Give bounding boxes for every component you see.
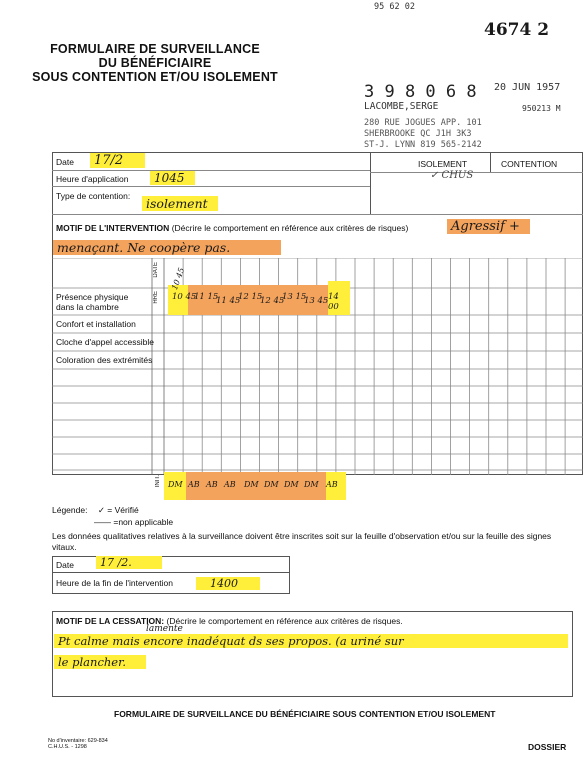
init-mark-3: AB	[224, 480, 236, 489]
grid-date-header: DATE	[153, 262, 159, 278]
motif-intervention-hand-a: Agressif +	[447, 219, 530, 234]
inventory	[48, 738, 108, 750]
time-entry-3: 11 45	[216, 296, 241, 306]
inventory-line-2: C.H.U.S. - 1298	[48, 744, 87, 750]
init-mark-2: AB	[206, 480, 218, 489]
cessation-insert: lamente	[146, 624, 183, 634]
cessation-hand-b: le plancher.	[54, 655, 146, 669]
init-mark-5: DM	[264, 480, 279, 489]
end-time-value: 1400	[196, 577, 260, 590]
legend-verified: ✓ = Vérifié	[97, 505, 139, 515]
patient-address-2: SHERBROOKE QC J1H 3K3	[364, 129, 472, 139]
patient-card	[358, 76, 580, 156]
form-title	[30, 42, 280, 84]
qualitative-note: Les données qualitatives relatives à la surveillance doivent être inscrites soit sur la feuille d'observation et/ou sur la feuille des signes vitaux.	[52, 531, 552, 552]
init-marks	[166, 478, 346, 498]
type-label: Type de contention:	[56, 191, 131, 201]
legend-na: —— =non applicable	[94, 517, 174, 527]
title-line-3: SOUS CONTENTION ET/OU ISOLEMENT	[32, 70, 278, 84]
contention-label: CONTENTION	[501, 159, 558, 169]
grid-hre-header: HRE	[153, 291, 159, 304]
init-mark-6: DM	[284, 480, 299, 489]
isolement-label: ISOLEMENT	[418, 159, 468, 169]
row-cloche-label: Cloche d'appel accessible	[56, 337, 155, 347]
time-entry-2: 11 15	[194, 292, 219, 302]
inventory-line-1: No d'inventaire: 629-834	[48, 738, 108, 744]
patient-address-1: 280 RUE JOGUES APP. 101	[364, 118, 482, 128]
legend-label: Légende:	[52, 505, 88, 515]
time-0: 10 45	[170, 266, 187, 292]
init-mark-7: DM	[304, 480, 319, 489]
time-entry-8: 14 00	[328, 292, 339, 312]
patient-number: 3 9 8 0 6 8	[364, 82, 477, 102]
title-line-2: DU BÉNÉFICIAIRE	[98, 56, 212, 70]
time-entry-7: 13 45	[304, 296, 329, 306]
time-entry-1: 10 45	[172, 292, 197, 302]
motif-intervention-desc: (Décrire le comportement en référence aux critères de risques)	[171, 223, 409, 233]
isolement-mark: ✓ CHUS	[430, 170, 474, 181]
corner-number: 4674 2	[484, 20, 550, 40]
init-mark-0: DM	[168, 480, 183, 489]
row-coloration-label: Coloration des extrémités	[56, 355, 153, 365]
legend	[52, 505, 139, 516]
time-entry-4: 12 15	[238, 292, 263, 302]
end-date-value: 17 /2.	[96, 556, 162, 569]
init-mark-8: AB	[326, 480, 338, 489]
row-presence-label: Présence physique dans la chambre	[56, 292, 129, 312]
cessation-label: MOTIF DE LA CESSATION:	[56, 616, 165, 626]
title-line-1: FORMULAIRE DE SURVEILLANCE	[50, 42, 260, 56]
hour-value: 1045	[150, 171, 195, 185]
patient-name: LACOMBE,SERGE	[364, 101, 439, 112]
cessation-hand-a: Pt calme mais encore inadéquat ds ses propos. (a uriné sur	[54, 634, 568, 648]
end-time-label: Heure de la fin de l'intervention	[56, 578, 173, 588]
date-label: Date	[56, 157, 74, 167]
time-entry-6: 13 15	[282, 292, 307, 302]
dossier-label: DOSSIER	[528, 742, 567, 752]
patient-code: 950213 M	[522, 104, 561, 113]
init-label: INIT.	[155, 475, 161, 488]
motif-intervention-heading	[56, 223, 408, 233]
footer-title: FORMULAIRE DE SURVEILLANCE DU BÉNÉFICIAIRE SOUS CONTENTION ET/OU ISOLEMENT	[114, 709, 496, 719]
patient-birthdate: 20 JUN 1957	[494, 82, 561, 93]
type-value: isolement	[142, 196, 218, 211]
motif-intervention-label: MOTIF DE L'INTERVENTION	[56, 223, 170, 233]
top-stamp: 95 62 02	[374, 2, 415, 12]
hour-label: Heure d'application	[56, 174, 129, 184]
cessation-desc: (Décrire le comportement en référence aux critères de risques.	[166, 616, 403, 626]
end-date-label: Date	[56, 560, 74, 570]
init-mark-4: DM	[244, 480, 259, 489]
patient-address-3: ST-J. LYNN 819 565-2142	[364, 140, 482, 150]
cessation-heading	[56, 616, 403, 626]
time-entry-5: 12 45	[260, 296, 285, 306]
row-confort-label: Confort et installation	[56, 319, 136, 329]
date-value: 17/2	[90, 153, 145, 168]
init-mark-1: AB	[188, 480, 200, 489]
time-row	[168, 288, 348, 316]
motif-intervention-hand-b: menaçant. Ne coopère pas.	[53, 240, 281, 255]
